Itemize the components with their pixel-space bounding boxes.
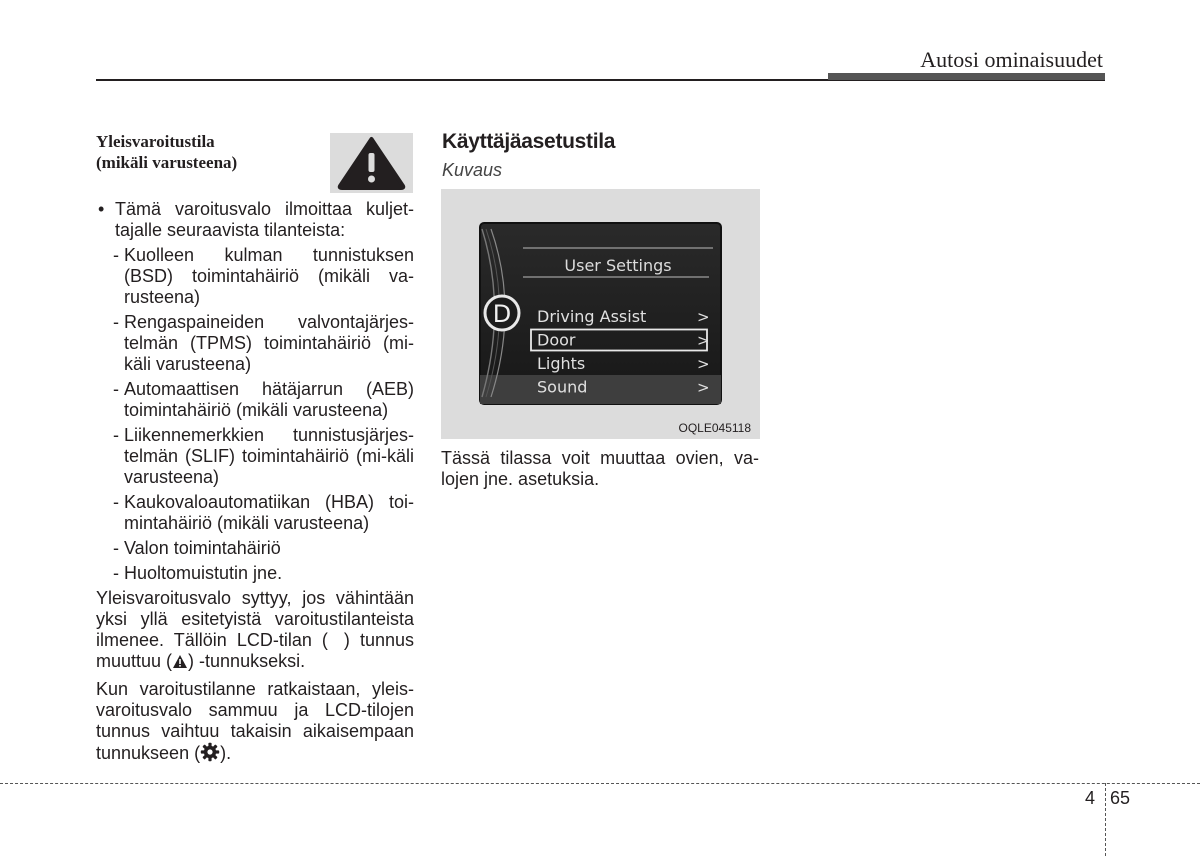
- list-item-text: Liikennemerkkien tunnistusjärjes-telmän (SLIF) toimintahäiriö (mi-käli varusteena): [124, 425, 414, 487]
- list-item: - Kuolleen kulman tunnistuksen (BSD) toimintahäiriö (mikäli va-rusteena): [113, 245, 414, 307]
- chevron-right-icon: >: [697, 331, 710, 350]
- list-item-text: Rengaspaineiden valvontajärjes-telmän (TPMS) toimintahäiriö (mi-käli varusteena): [124, 312, 414, 374]
- list-item: - Valon toimintahäiriö: [113, 538, 281, 558]
- page-number: 65: [1110, 788, 1131, 808]
- figure-code: OQLE045118: [678, 421, 751, 435]
- heading-line-2: (mikäli varusteena): [96, 153, 238, 172]
- bullet-item: [96, 199, 414, 241]
- lcd-figure: [441, 189, 760, 439]
- lcd-menu-item-label: Lights: [537, 354, 586, 373]
- chevron-right-icon: >: [697, 308, 710, 326]
- list-item: - Liikennemerkkien tunnistusjärjes-telmän (SLIF) toimintahäiriö (mi-käli varusteena): [113, 425, 414, 487]
- list-item-text: Huoltomuistutin jne.: [124, 563, 283, 583]
- list-item: - Kaukovaloautomatiikan (HBA) toi-mintahäiriö (mikäli varusteena): [113, 492, 414, 533]
- list-item-text: Kaukovaloautomatiikan (HBA) toi-mintahäiriö (mikäli varusteena): [124, 492, 414, 533]
- page-chapter: 4: [1085, 788, 1096, 808]
- section-subtitle: Kuvaus: [442, 160, 503, 180]
- warning-triangle-icon: [172, 654, 188, 670]
- list-item: - Huoltomuistutin jne.: [113, 563, 283, 583]
- warning-icon-box: [330, 133, 413, 193]
- warning-triangle-icon: [330, 133, 413, 193]
- section-heading-general-warning: [96, 131, 316, 173]
- list-item-text: Valon toimintahäiriö: [124, 538, 281, 558]
- list-item: - Automaattisen hätäjarrun (AEB) toimintahäiriö (mikäli varusteena): [113, 379, 414, 420]
- footer-rule: [0, 783, 1200, 784]
- bullet-mark: •: [98, 199, 105, 219]
- left-column: [96, 199, 414, 771]
- list-item: - Rengaspaineiden valvontajärjes-telmän (TPMS) toimintahäiriö (mi-käli varusteena): [113, 312, 414, 374]
- gear-icon: [200, 742, 220, 762]
- lcd-menu-item-label: Sound: [537, 377, 588, 397]
- header-bar: [828, 73, 1105, 80]
- lcd-display: [441, 189, 760, 439]
- paragraph-warning-light: Yleisvaroitusvalo syttyy, jos vähintään yksi yllä esitetyistä varoitustilanteista ilmenee. Tällöin LCD-tilan ( ) tunnus muuttuu ( ) -tunnukseksi.: [96, 588, 414, 671]
- list-item-text: Kuolleen kulman tunnistuksen (BSD) toimintahäiriö (mikäli va-rusteena): [124, 245, 414, 307]
- section-description: Tässä tilassa voit muuttaa ovien, va-lojen jne. asetuksia.: [441, 448, 759, 489]
- lcd-menu-item-label: Door: [537, 330, 576, 350]
- lcd-menu-title: User Settings: [564, 256, 672, 275]
- list-item-text: Automaattisen hätäjarrun (AEB) toimintahäiriö (mikäli varusteena): [124, 379, 414, 420]
- lcd-menu-item-label: Driving Assist: [537, 307, 647, 326]
- chevron-right-icon: >: [697, 378, 710, 397]
- section-title: Käyttäjäasetustila: [442, 130, 616, 153]
- footer-divider: [1105, 783, 1106, 856]
- chevron-right-icon: >: [697, 355, 710, 373]
- lcd-mode-letter: D: [492, 300, 512, 328]
- header-title: Autosi ominaisuudet: [920, 47, 1103, 72]
- paragraph-warning-resolved: Kun varoitustilanne ratkaistaan, yleis-varoitusvalo sammuu ja LCD-tilojen tunnus vaihtuu takaisin aikaisempaan tunnukseen ( ).: [96, 679, 414, 763]
- bullet-text: Tämä varoitusvalo ilmoittaa kuljet-tajalle seuraavista tilanteista:: [115, 199, 414, 240]
- heading-line-1: Yleisvaroitustila: [96, 132, 215, 151]
